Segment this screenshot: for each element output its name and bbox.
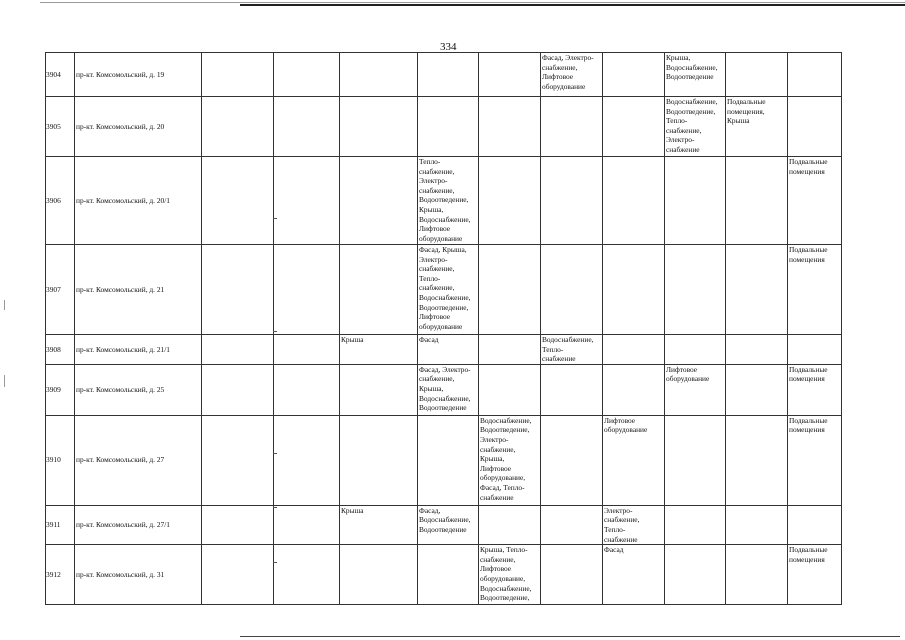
work-cell [726,245,788,335]
work-cell [202,505,274,544]
work-cell: Подвальные помещения [788,245,842,335]
work-cell [202,97,274,157]
work-cell [479,53,541,97]
work-cell [274,335,340,365]
work-cell [340,157,418,245]
row-address: пр-кт. Комсомольский, д. 25 [75,364,202,415]
table-row [46,335,842,365]
table-row [46,245,842,335]
work-cell: Крыша [340,335,418,365]
work-cell [665,245,726,335]
row-address: пр-кт. Комсомольский, д. 20/1 [75,157,202,245]
scan-tick [273,218,277,219]
work-cell: Водоснабжение, Водоотведение, Тепло- снабжение, Электро- снабжение [665,97,726,157]
row-address: пр-кт. Комсомольский, д. 21 [75,245,202,335]
work-cell [665,415,726,505]
work-cell [202,335,274,365]
work-cell [541,545,603,605]
row-address: пр-кт. Комсомольский, д. 20 [75,97,202,157]
table-row [46,505,842,544]
row-address: пр-кт. Комсомольский, д. 19 [75,53,202,97]
scan-tick [273,562,277,563]
work-cell [274,415,340,505]
row-number: 3910 [46,415,75,505]
work-cell [418,53,479,97]
work-cell [202,53,274,97]
work-cell: Лифтовое оборудование [665,364,726,415]
page-number: 334 [440,41,457,53]
work-cell [726,157,788,245]
work-cell: Водоснабжение, Тепло- снабжение [541,335,603,365]
row-address: пр-кт. Комсомольский, д. 31 [75,545,202,605]
row-number: 3906 [46,157,75,245]
work-cell [603,335,665,365]
work-cell [202,157,274,245]
row-number: 3907 [46,245,75,335]
scan-tick [273,507,277,508]
work-cell [479,157,541,245]
row-number: 3908 [46,335,75,365]
scan-edge-line-top [40,2,905,3]
work-cell [541,415,603,505]
row-number: 3909 [46,364,75,415]
work-cell [274,97,340,157]
work-cell [603,245,665,335]
scan-mark-left-2 [4,375,5,387]
work-cell: Подвальные помещения [788,545,842,605]
work-cell: Крыша, Тепло- снабжение, Лифтовое оборудование, Водоснабжение, Водоотведение, [479,545,541,605]
work-cell [726,505,788,544]
work-cell: Фасад, Электро- снабжение, Лифтовое оборудование [541,53,603,97]
work-cell [788,505,842,544]
table-row [46,53,842,97]
work-cell [726,335,788,365]
work-cell: Подвальные помещения, Крыша [726,97,788,157]
scan-mark-left [4,300,5,310]
work-cell: Подвальные помещения [788,157,842,245]
work-cell [340,415,418,505]
work-cell [541,364,603,415]
work-cell [603,97,665,157]
work-cell [340,53,418,97]
scan-tick [273,453,277,454]
work-cell [340,245,418,335]
work-cell [788,53,842,97]
work-cell: Фасад [418,335,479,365]
row-address: пр-кт. Комсомольский, д. 21/1 [75,335,202,365]
work-cell [603,364,665,415]
table-row [46,415,842,505]
scan-tick [273,331,277,332]
work-cell [274,53,340,97]
work-cell [788,335,842,365]
work-cell: Тепло- снабжение, Электро- снабжение, Водоотведение, Крыша, Водоснабжение, Лифтовое оборудование [418,157,479,245]
work-cell: Лифтовое оборудование [603,415,665,505]
row-address: пр-кт. Комсомольский, д. 27/1 [75,505,202,544]
row-address: пр-кт. Комсомольский, д. 27 [75,415,202,505]
work-cell: Крыша, Водоснабжение, Водоотведение [665,53,726,97]
scan-edge-line-top-dark [240,4,905,6]
work-cell [479,97,541,157]
work-cell [541,245,603,335]
row-number: 3911 [46,505,75,544]
work-cell: Электро- снабжение, Тепло- снабжение [603,505,665,544]
row-number: 3905 [46,97,75,157]
work-cell [202,364,274,415]
work-cell [274,364,340,415]
work-cell [603,157,665,245]
work-cell: Фасад, Водоснабжение, Водоотведение [418,505,479,544]
scan-edge-line-bottom [240,636,900,637]
work-cell [788,97,842,157]
work-cell [274,545,340,605]
work-cell [418,415,479,505]
work-cell [340,364,418,415]
work-cell [202,245,274,335]
work-cell [418,97,479,157]
work-cell: Подвальные помещения [788,364,842,415]
work-cell [479,505,541,544]
work-cell [541,97,603,157]
table-row [46,545,842,605]
row-number: 3904 [46,53,75,97]
work-cell: Фасад, Электро- снабжение, Крыша, Водоснабжение, Водоотведение [418,364,479,415]
work-cell [274,505,340,544]
work-cell [202,545,274,605]
work-cell [202,415,274,505]
work-cell [665,545,726,605]
work-cell [541,505,603,544]
work-cell [665,505,726,544]
work-cell: Фасад, Крыша, Электро- снабжение, Тепло- снабжение, Водоснабжение, Водоотведение, Лифтовое оборудование [418,245,479,335]
registry-table [45,52,842,605]
work-cell [726,364,788,415]
work-cell [274,245,340,335]
work-cell: Крыша [340,505,418,544]
work-cell [479,335,541,365]
work-cell [603,53,665,97]
row-number: 3912 [46,545,75,605]
work-cell [726,415,788,505]
work-cell: Фасад [603,545,665,605]
work-cell [479,364,541,415]
work-cell: Водоснабжение, Водоотведение, Электро- снабжение, Крыша, Лифтовое оборудование, Фасад, Тепло- снабжение [479,415,541,505]
table-row [46,364,842,415]
work-cell [541,157,603,245]
work-cell [479,245,541,335]
work-cell [340,545,418,605]
work-cell [726,545,788,605]
work-cell [418,545,479,605]
table-row [46,97,842,157]
work-cell [274,157,340,245]
work-cell [726,53,788,97]
table-row [46,157,842,245]
work-cell [665,157,726,245]
work-cell: Подвальные помещения [788,415,842,505]
work-cell [340,97,418,157]
work-cell [665,335,726,365]
